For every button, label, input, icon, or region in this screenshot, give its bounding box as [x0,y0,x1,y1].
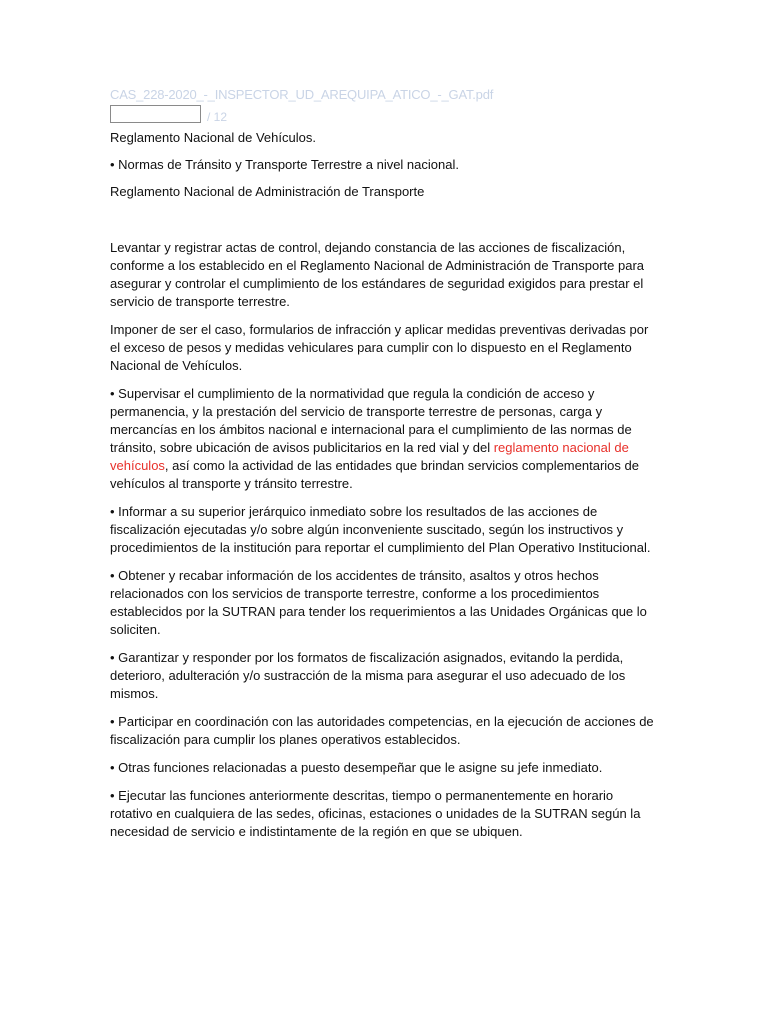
list-line: • Normas de Tránsito y Transporte Terrestre a nivel nacional. [110,157,459,172]
reglamento-link[interactable]: reglamento nacional de vehículos [110,440,629,473]
paragraph: • Obtener y recabar información de los accidentes de tránsito, asaltos y otros hechos relacionados con los servicios de transporte terrestre, conforme a los procedimientos establecidos por la SUTRAN para tender los requerimientos a las Unidades Orgánicas que lo soliciten. [110,568,647,637]
paragraph: • Participar en coordinación con las autoridades competencias, en la ejecución de acciones de fiscalización para cumplir los planes operativos establecidos. [110,714,654,747]
document-page [110,86,655,841]
paragraph-text: , así como la actividad de las entidades que brindan servicios complementarios de vehículos al transporte y tránsito terrestre. [110,458,639,491]
document-filename[interactable]: CAS_228-2020_-_INSPECTOR_UD_AREQUIPA_ATICO_-_GAT.pdf [110,87,494,102]
list-line: Reglamento Nacional de Vehículos. [110,130,316,145]
paragraph: • Informar a su superior jerárquico inmediato sobre los resultados de las acciones de fiscalización ejecutadas y/o sobre algún inconveniente suscitado, según los instructivos y procedimientos de la institución para reportar el cumplimiento del Plan Operativo Institucional. [110,504,651,555]
paragraph-text: • Supervisar el cumplimiento de la normatividad que regula la condición de acceso y permanencia, y la prestación del servicio de transporte terrestre de personas, carga y mercancías en los ámbitos nacional e internacional para el cumplimiento de las normas de tránsito, sobre ubicación de avisos publicitarios en la red vial y del [110,386,632,455]
page-navigator [110,103,655,125]
list-line: Reglamento Nacional de Administración de Transporte [110,184,425,199]
paragraph: • Otras funciones relacionadas a puesto desempeñar que le asigne su jefe inmediato. [110,760,603,775]
paragraph: • Garantizar y responder por los formatos de fiscalización asignados, evitando la perdida, deterioro, adulteración y/o sustracción de la misma para asegurar el uso adecuado de los mismos. [110,650,626,701]
page-total-label: / 12 [207,110,228,124]
paragraph: Levantar y registrar actas de control, dejando constancia de las acciones de fiscalización, conforme a los establecido en el Reglamento Nacional de Administración de Transporte para asegurar y controlar el cumplimiento de los estándares de seguridad exigidos para prestar el servicio de transporte terrestre. [110,240,645,309]
page-number-input[interactable] [110,105,201,123]
paragraph: • Ejecutar las funciones anteriormente descritas, tiempo o permanentemente en horario rotativo en cualquiera de las sedes, oficinas, estaciones o unidades de la SUTRAN según la necesidad de servicio e indistintamente de la región en que se ubiquen. [110,788,641,839]
paragraph [110,385,655,493]
paragraph: Imponer de ser el caso, formularios de infracción y aplicar medidas preventivas derivadas por el exceso de pesos y medidas vehiculares para cumplir con lo dispuesto en el Reglamento Nacional de Vehículos. [110,322,649,373]
